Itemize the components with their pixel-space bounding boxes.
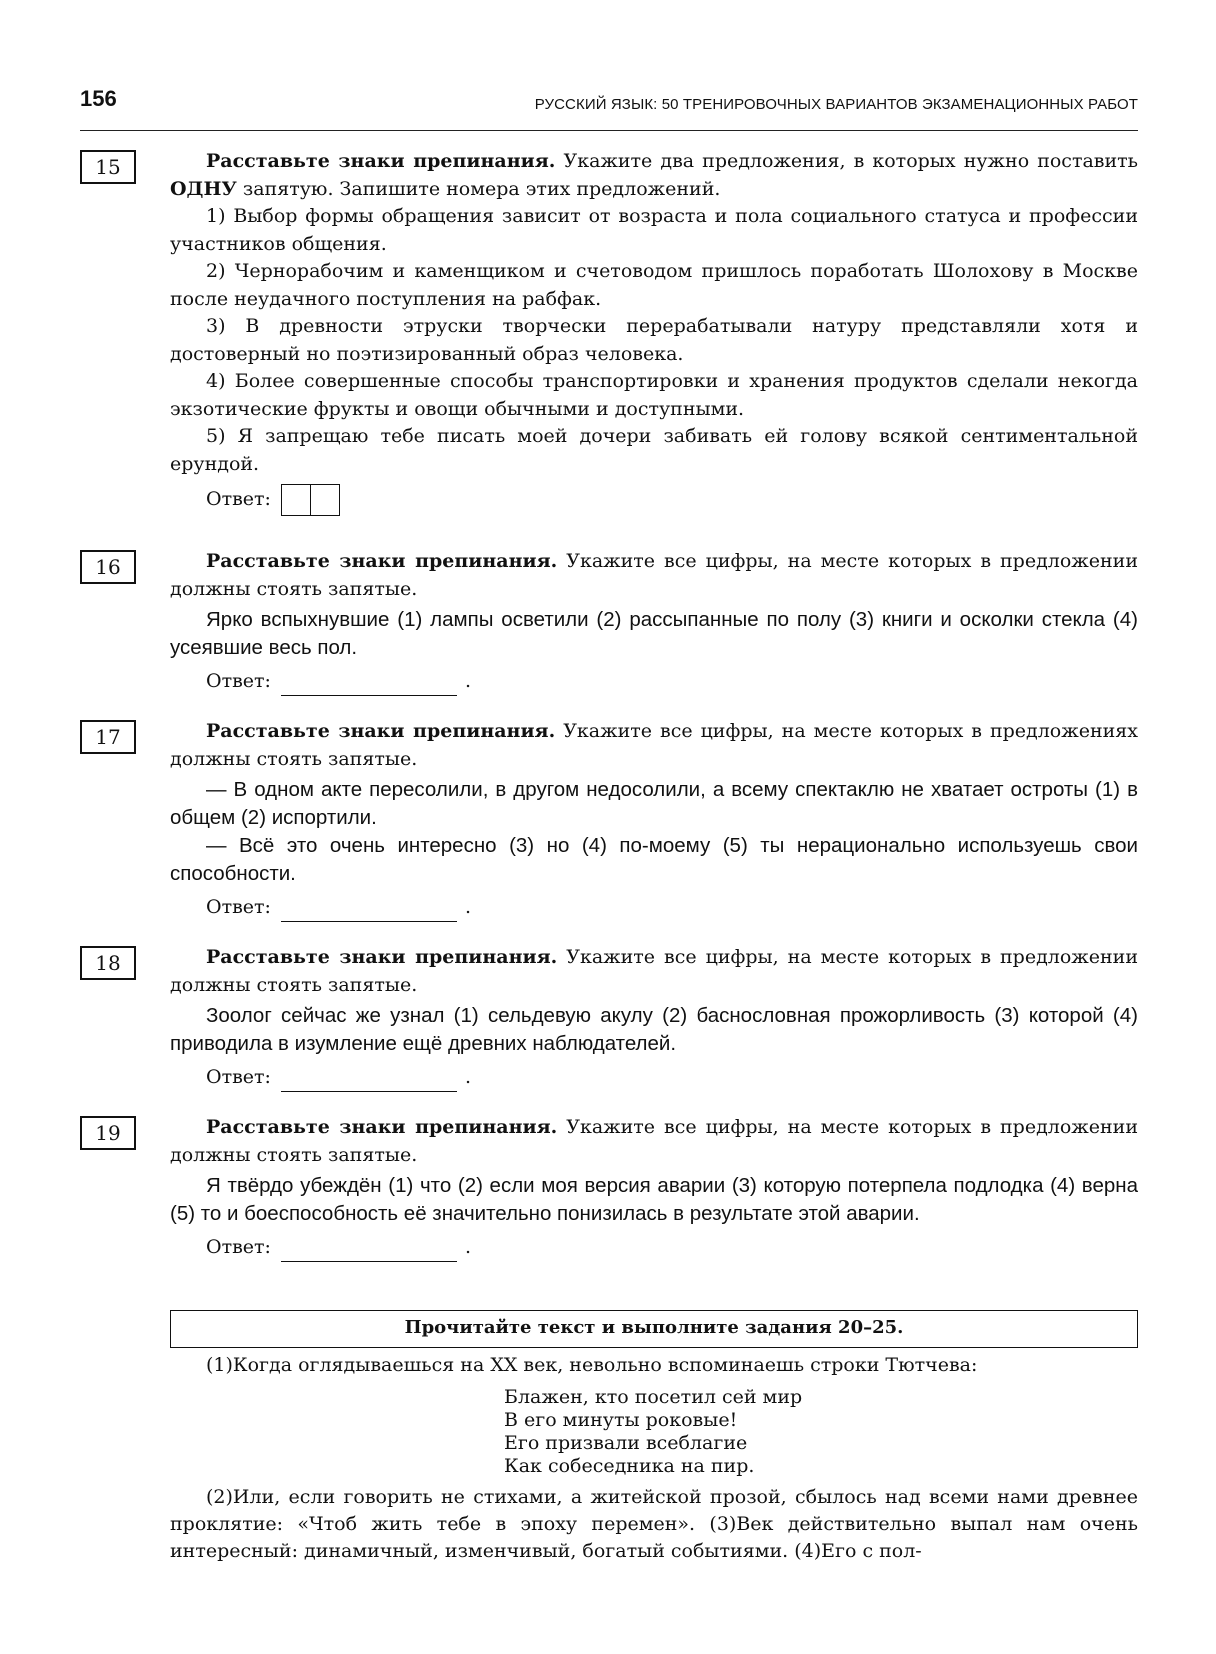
reading-intro: (1)Когда оглядываешься на XX век, невольно вспоминаешь строки Тютчева: bbox=[206, 1354, 978, 1376]
answer-line[interactable] bbox=[281, 679, 457, 696]
task-sentence: — В одном акте пересолили, в другом недосолили, а всему спектаклю не хватает остроты (1) в общем (2) испортили. bbox=[170, 778, 1138, 829]
answer-label: Ответ: bbox=[206, 1236, 271, 1258]
answer-label: Ответ: bbox=[206, 896, 271, 918]
reading-continuation: (2)Или, если говорить не стихами, а житейской прозой, сбылось над всеми нами древнее проклятие: «Чтоб жить тебе в эпоху перемен». (3)Век действительно выпал нам очень интересный: динамичный, изменчивый, богатый событиями. (4)Его с пол- bbox=[170, 1486, 1138, 1562]
poem-line: Как собеседника на пир. bbox=[504, 1455, 755, 1477]
poem-line: В его минуты роковые! bbox=[504, 1409, 738, 1431]
answer-label: Ответ: bbox=[206, 488, 271, 511]
task-number: 18 bbox=[80, 946, 136, 980]
list-item: 5) Я запрещаю тебе писать моей дочери забивать ей голову всякой сентиментальной ерундой. bbox=[170, 425, 1138, 475]
list-item: 4) Более совершенные способы транспортировки и хранения продуктов сделали некогда экзотические фрукты и овощи обычными и доступными. bbox=[170, 370, 1138, 420]
poem-line: Блажен, кто посетил сей мир bbox=[504, 1386, 803, 1408]
task-instruction: Расставьте знаки препинания. Укажите все цифры, на месте которых в предложении должны стоять запятые. bbox=[170, 946, 1139, 996]
task-instruction: Расставьте знаки препинания. Укажите все цифры, на месте которых в предложениях должны стоять запятые. bbox=[170, 720, 1139, 770]
page-number: 156 bbox=[80, 86, 117, 111]
task-sentence: Зоолог сейчас же узнал (1) сельдевую акулу (2) баснословная прожорливость (3) которой (4) приводила в изумление ещё древних наблюдателей. bbox=[170, 1004, 1138, 1055]
answer-dot: . bbox=[464, 670, 471, 692]
answer-dot: . bbox=[464, 896, 471, 918]
running-title: РУССКИЙ ЯЗЫК: 50 ТРЕНИРОВОЧНЫХ ВАРИАНТОВ ЭКЗАМЕНАЦИОННЫХ РАБОТ bbox=[534, 96, 1138, 113]
poem-line: Его призвали всеблагие bbox=[504, 1432, 748, 1454]
task-15 bbox=[80, 148, 1138, 516]
answer-dot: . bbox=[464, 1236, 471, 1258]
task-instruction: Расставьте знаки препинания. Укажите все цифры, на месте которых в предложении должны стоять запятые. bbox=[170, 1116, 1139, 1166]
answer-dot: . bbox=[464, 1066, 471, 1088]
list-item: 3) В древности этруски творчески перерабатывали натуру представляли хотя и достоверный но поэтизированный образ человека. bbox=[170, 315, 1138, 365]
poem bbox=[504, 1386, 802, 1478]
reading-instruction-box: Прочитайте текст и выполните задания 20–25. bbox=[170, 1310, 1138, 1348]
task-17 bbox=[80, 718, 1138, 922]
task-number: 19 bbox=[80, 1116, 136, 1150]
answer-line[interactable] bbox=[281, 1245, 457, 1262]
answer-line[interactable] bbox=[281, 1075, 457, 1092]
answer-row bbox=[206, 1234, 1138, 1262]
list-item: 1) Выбор формы обращения зависит от возраста и пола социального статуса и профессии участников общения. bbox=[170, 205, 1138, 255]
answer-label: Ответ: bbox=[206, 1066, 271, 1088]
task-sentence: — Всё это очень интересно (3) но (4) по-моему (5) ты нерационально используешь свои способности. bbox=[170, 834, 1138, 885]
answer-row bbox=[206, 894, 1138, 922]
task-number: 15 bbox=[80, 150, 136, 184]
task-sentence: Я твёрдо убеждён (1) что (2) если моя версия аварии (3) которую потерпела подлодка (4) верна (5) то и боеспособность её значительно понизилась в результате этой аварии. bbox=[170, 1174, 1138, 1225]
task-19 bbox=[80, 1114, 1138, 1262]
answer-boxes[interactable] bbox=[281, 484, 340, 516]
answer-row bbox=[206, 1064, 1138, 1092]
answer-line[interactable] bbox=[281, 905, 457, 922]
answer-row bbox=[206, 668, 1138, 696]
task-sentence: Ярко вспыхнувшие (1) лампы осветили (2) рассыпанные по полу (3) книги и осколки стекла (4) усеявшие весь пол. bbox=[170, 608, 1138, 659]
list-item: 2) Чернорабочим и каменщиком и счетоводом пришлось поработать Шолохову в Москве после неудачного поступления на рабфак. bbox=[170, 260, 1138, 310]
page-header bbox=[80, 84, 1138, 131]
answer-row bbox=[206, 484, 1138, 516]
task-number: 16 bbox=[80, 550, 136, 584]
task-18 bbox=[80, 944, 1138, 1092]
answer-label: Ответ: bbox=[206, 670, 271, 692]
task-instruction: Расставьте знаки препинания. Укажите все цифры, на месте которых в предложении должны стоять запятые. bbox=[170, 550, 1139, 600]
task-instruction: Расставьте знаки препинания. Укажите два предложения, в которых нужно поставить ОДНУ запятую. Запишите номера этих предложений. bbox=[170, 150, 1139, 200]
task-number: 17 bbox=[80, 720, 136, 754]
task-16 bbox=[80, 548, 1138, 696]
